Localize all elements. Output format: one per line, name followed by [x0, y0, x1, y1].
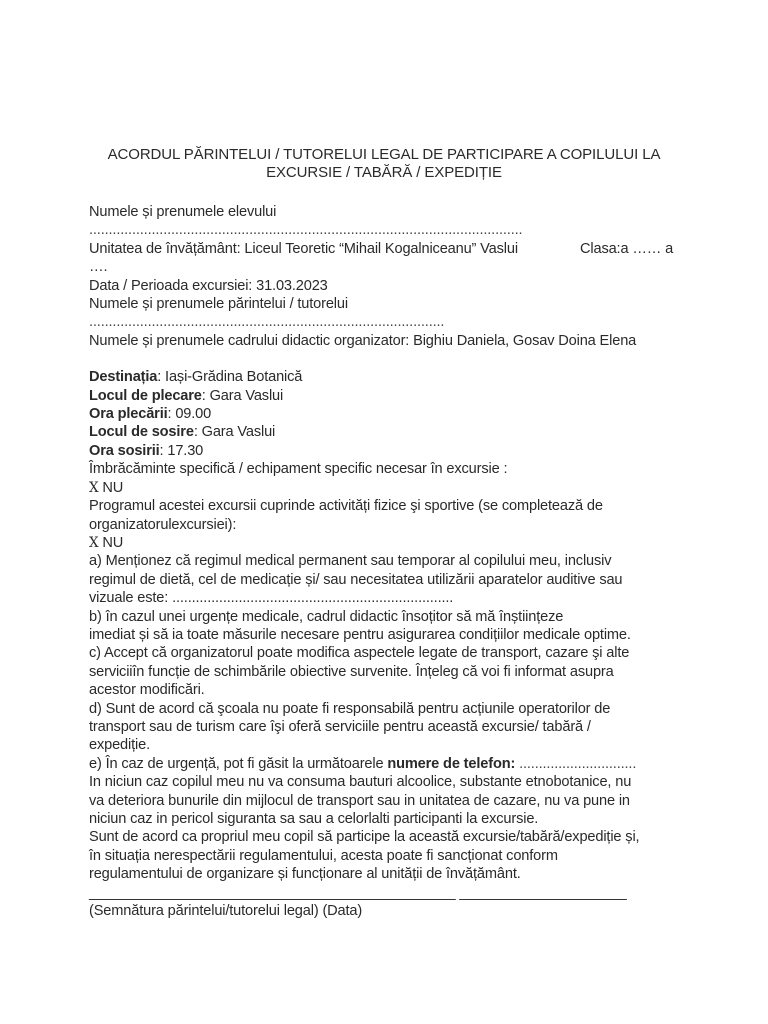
clause-b-line-1: b) în cazul unei urgențe medicale, cadrul didactic însoțitor să mă înștiințeze [89, 608, 564, 625]
clause-a-line-3: vizuale este: ........................................................................ [89, 590, 454, 607]
student-name-blank: ............................................................................................................... [89, 222, 523, 239]
consent-line-1: Sunt de acord ca propriul meu copil să participe la această excursie/tabără/expediție și, [89, 829, 640, 846]
equipment-answer: NU [98, 479, 124, 496]
consent-line-3: regulamentului de organizare și funcționare al unității de învățământ. [89, 866, 521, 883]
phone-numbers-label: numere de telefon: [387, 755, 516, 772]
equipment-question: Îmbrăcăminte specifică / echipament specific necesar în excursie : [89, 461, 508, 478]
spacer [89, 350, 689, 368]
title-line-1: ACORDUL PĂRINTELUI / TUTORELUI LEGAL DE PARTICIPARE A COPILULUI LA [107, 146, 661, 163]
clause-c-line-2: serviciiîn funcție de schimbările obiective survenite. Înțeleg că voi fi informat asupra [89, 663, 614, 680]
conduct-line-3: niciun caz in pericol siguranta sa sau a celorlalti participanti la excursie. [89, 811, 539, 827]
school-line [89, 240, 689, 258]
consent-line-2: în situația nerespectării regulamentului, acesta poate fi sancționat conform [89, 847, 558, 864]
departure-time-value: : 09.00 [167, 406, 212, 423]
conduct-line-1: In niciun caz copilul meu nu va consuma bauturi alcoolice, substante etnobotanice, nu [89, 774, 632, 791]
organizer-teacher: Numele și prenumele cadrului didactic organizator: Bighiu Daniela, Gosav Doina Elena [89, 332, 637, 349]
program-question-line-1: Programul acestei excursii cuprinde activități fizice şi sportive (se completează de [89, 498, 603, 515]
arrival-time-row [89, 442, 689, 460]
destination-label: Destinația [89, 369, 158, 386]
clause-a-line-2: regimul de dietă, cel de medicație și/ sau necesitatea utilizării aparatelor auditive sau [89, 571, 623, 588]
clause-a-line-1: a) Menționez că regimul medical permanent sau temporar al copilului meu, inclusiv [89, 553, 612, 570]
departure-time-row [89, 405, 689, 423]
destination-row [89, 368, 689, 386]
clause-e-line-1 [89, 755, 689, 773]
class-label: Clasa:a …… a [580, 240, 674, 257]
clause-d-line-3: expediție. [89, 737, 150, 754]
arrival-place-label: Locul de sosire [89, 424, 194, 441]
destination-value: : Iași-Grădina Botanică [157, 369, 303, 386]
parent-name-blank: ........................................................................................... [89, 314, 445, 331]
parent-name-label: Numele și prenumele părintelui / tutorelui [89, 296, 348, 313]
student-name-label: Numele și prenumele elevului [89, 204, 277, 220]
program-answer-row [89, 534, 689, 552]
arrival-place-row [89, 423, 689, 441]
trip-date: Data / Perioada excursiei: 31.03.2023 [89, 277, 328, 294]
clause-d-line-2: transport sau de turism care îşi oferă serviciile pentru această excursie/ tabără / [89, 718, 591, 735]
program-question-line-2: organizatorulexcursiei): [89, 516, 237, 533]
signature-caption: (Semnătura părintelui/tutorelui legal) (Data) [89, 903, 363, 920]
departure-time-label: Ora plecării [89, 406, 168, 423]
title-line-2: EXCURSIE / TABĂRĂ / EXPEDIȚIE [266, 164, 502, 181]
clause-e-text: e) În caz de urgență, pot fi găsit la următoarele [89, 755, 388, 772]
arrival-time-value: : 17.30 [159, 442, 204, 459]
school-label: Unitatea de învățământ: Liceul Teoretic “Mihail Kogalniceanu” Vaslui [89, 240, 518, 257]
class-continuation: …. [89, 259, 108, 276]
clause-d-line-1: d) Sunt de acord că şcoala nu poate fi responsabilă pentru acțiunile operatorilor de [89, 700, 611, 717]
conduct-line-2: va deteriora bunurile din mijlocul de transport sau in unitatea de cazare, nu va pune in [89, 792, 630, 809]
phone-numbers-blank: .............................. [515, 755, 637, 772]
clause-b-line-2: imediat și să ia toate măsurile necesare pentru asigurarea condițiilor medicale optime. [89, 626, 631, 643]
arrival-place-value: : Gara Vaslui [193, 424, 276, 441]
clause-c-line-1: c) Accept că organizatorul poate modifica aspectele legate de transport, cazare şi alte [89, 645, 630, 662]
equipment-answer-row [89, 479, 689, 497]
departure-place-value: : Gara Vaslui [201, 387, 284, 404]
arrival-time-label: Ora sosirii [89, 442, 160, 459]
departure-place-label: Locul de plecare [89, 387, 202, 404]
x-mark-icon: X [89, 479, 99, 496]
document-title [60, 146, 708, 182]
departure-place-row [89, 387, 689, 405]
program-answer: NU [98, 534, 124, 551]
x-mark-icon: X [89, 534, 99, 551]
signature-line: ______________________________________________ _____________________ [89, 884, 627, 901]
clause-c-line-3: acestor modificări. [89, 682, 205, 699]
document-body [89, 203, 689, 920]
